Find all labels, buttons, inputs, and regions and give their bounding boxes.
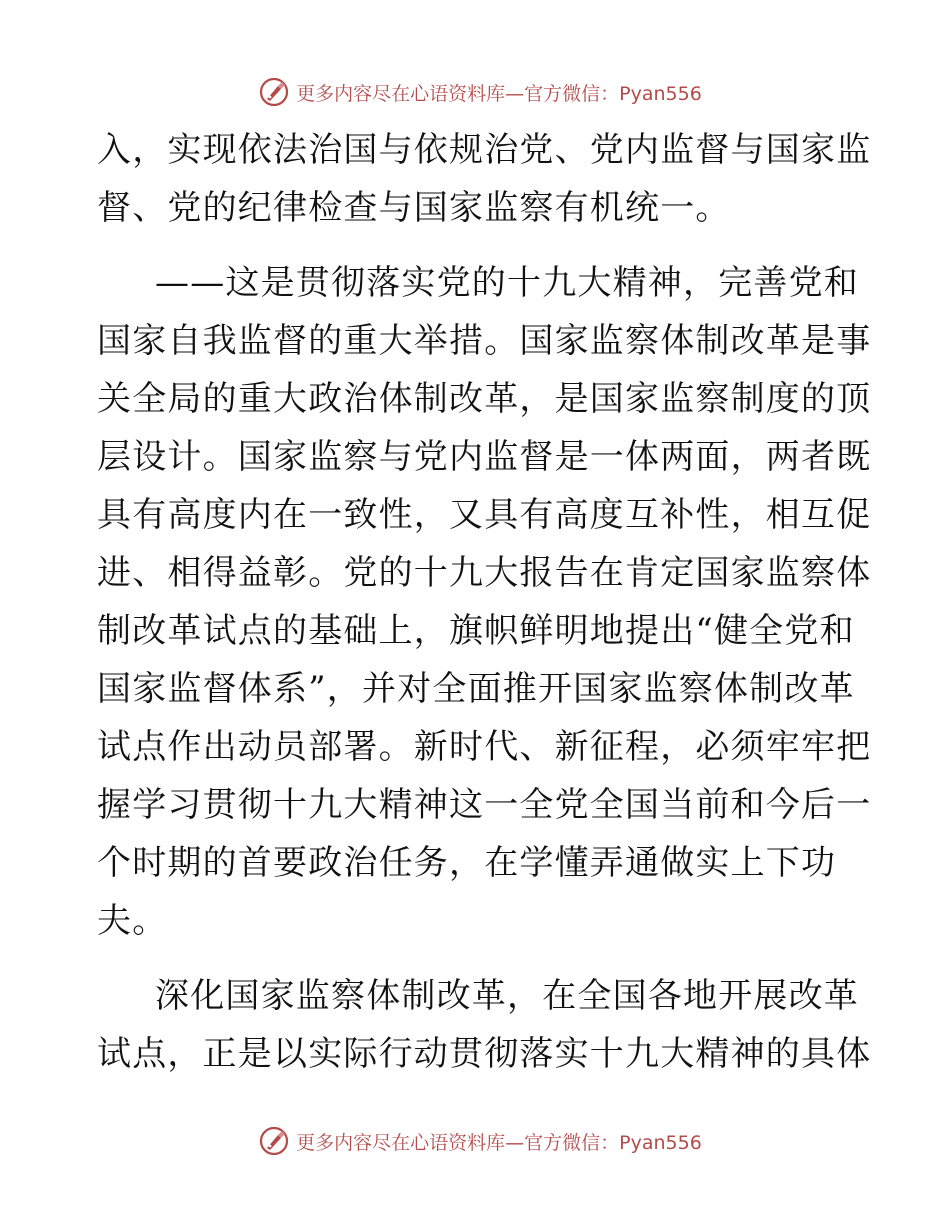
text-line: 夫。	[97, 901, 168, 941]
header-banner	[0, 72, 950, 112]
document-body	[97, 121, 872, 1083]
text-line: 督、党的纪律检查与国家监察有机统一。	[97, 188, 731, 228]
text-line: 入，实现依法治国与依规治党、党内监督与国家监	[97, 130, 872, 170]
text-line: 国家监督体系”，并对全面推开国家监察体制改革	[97, 669, 855, 709]
paragraph	[97, 967, 872, 1083]
footer-banner-text: 更多内容尽在心语资料库—官方微信：Pyan556	[296, 1131, 702, 1154]
paragraph	[97, 254, 872, 950]
text-line: 层设计。国家监察与党内监督是一体两面，两者既	[97, 437, 872, 477]
text-line: 关全局的重大政治体制改革，是国家监察制度的顶	[97, 379, 872, 419]
text-line: 试点作出动员部署。新时代、新征程，必须牢牢把	[97, 727, 872, 767]
text-line: 制改革试点的基础上，旗帜鲜明地提出“健全党和	[97, 611, 855, 651]
text-line: 进、相得益彰。党的十九大报告在肯定国家监察体	[97, 553, 872, 593]
footer-banner	[0, 1121, 950, 1161]
header-banner-text: 更多内容尽在心语资料库—官方微信：Pyan556	[296, 82, 702, 105]
paragraph	[97, 121, 872, 237]
text-line: 深化国家监察体制改革，在全国各地开展改革	[155, 976, 859, 1016]
text-line: 国家自我监督的重大举措。国家监察体制改革是事	[97, 321, 872, 361]
pen-nib-logo-icon	[258, 1125, 290, 1157]
text-line: 握学习贯彻十九大精神这一全党全国当前和今后一	[97, 785, 872, 825]
text-line: ——这是贯彻落实党的十九大精神，完善党和	[155, 263, 859, 303]
text-line: 试点，正是以实际行动贯彻落实十九大精神的具体	[97, 1034, 872, 1074]
pen-nib-logo-icon	[258, 76, 290, 108]
text-line: 具有高度内在一致性，又具有高度互补性，相互促	[97, 495, 872, 535]
text-line: 个时期的首要政治任务，在学懂弄通做实上下功	[97, 843, 837, 883]
